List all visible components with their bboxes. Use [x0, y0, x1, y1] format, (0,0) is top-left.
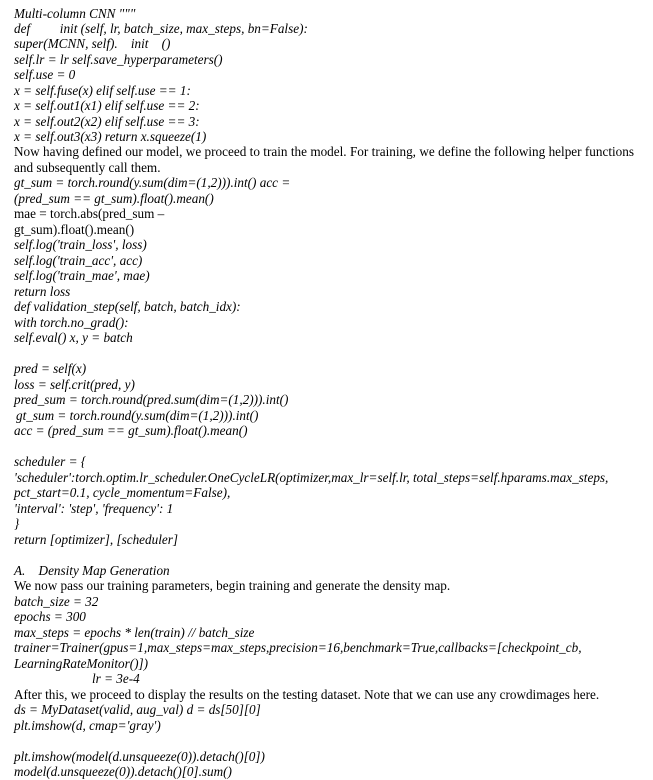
text-line: plt.imshow(d, cmap='gray')	[14, 718, 161, 733]
text-line: }	[14, 516, 20, 531]
text-line: def init (self, lr, batch_size, max_steps, bn=False):	[14, 21, 308, 36]
text-line: self.lr = lr self.save_hyperparameters()	[14, 52, 223, 67]
text-line: pct_start=0.1, cycle_momentum=False),	[14, 485, 231, 500]
text-line: gt_sum = torch.round(y.sum(dim=(1,2))).int()	[16, 408, 259, 423]
text-line: model(d.unsqueeze(0)).detach()[0].sum()	[14, 764, 232, 779]
text-line: plt.imshow(model(d.unsqueeze(0)).detach()[0])	[14, 749, 265, 764]
text-line: 'interval': 'step', 'frequency': 1	[14, 501, 174, 516]
text-line: After this, we proceed to display the results on the testing dataset. Note that we can use any crowdimages here.	[14, 687, 600, 702]
text-line: gt_sum = torch.round(y.sum(dim=(1,2))).int() acc =	[14, 175, 291, 190]
text-line: def validation_step(self, batch, batch_idx):	[14, 299, 241, 314]
body-paragraph: Now having defined our model, we proceed to train the model. For training, we define the following helper functions and subsequently call them.	[14, 144, 634, 175]
text-line: mae = torch.abs(pred_sum –	[14, 206, 165, 221]
text-line: We now pass our training parameters, begin training and generate the density map.	[14, 578, 451, 593]
text-line: batch_size = 32	[14, 594, 99, 609]
text-line: x = self.out3(x3) return x.squeeze(1)	[14, 129, 207, 144]
text-line: x = self.out2(x2) elif self.use == 3:	[14, 114, 200, 129]
text-line: max_steps = epochs * len(train) // batch_size	[14, 625, 255, 640]
text-line: self.log('train_loss', loss)	[14, 237, 147, 252]
text-line: with torch.no_grad():	[14, 315, 129, 330]
text-line: loss = self.crit(pred, y)	[14, 377, 135, 392]
text-line: self.log('train_mae', mae)	[14, 268, 150, 283]
text-line: x = self.fuse(x) elif self.use == 1:	[14, 83, 191, 98]
text-line: x = self.out1(x1) elif self.use == 2:	[14, 98, 200, 113]
text-line: scheduler = {	[14, 454, 87, 469]
text-line: self.use = 0	[14, 67, 76, 82]
text-line: LearningRateMonitor()])	[14, 656, 149, 671]
text-line: trainer=Trainer(gpus=1,max_steps=max_steps,precision=16,benchmark=True,callbacks=[checkpoint_cb,	[14, 640, 582, 655]
text-line: acc = (pred_sum == gt_sum).float().mean()	[14, 423, 248, 438]
text-line: self.log('train_acc', acc)	[14, 253, 143, 268]
text-line: epochs = 300	[14, 609, 86, 624]
text-line: 'scheduler':torch.optim.lr_scheduler.OneCycleLR(optimizer,max_lr=self.lr, total_steps=self.hparams.max_steps,	[14, 470, 609, 485]
text-line: pred = self(x)	[14, 361, 87, 376]
text-line: gt_sum).float().mean()	[14, 222, 135, 237]
text-line: (pred_sum == gt_sum).float().mean()	[14, 191, 214, 206]
text-line: pred_sum = torch.round(pred.sum(dim=(1,2))).int()	[14, 392, 289, 407]
text-line: super(MCNN, self). init ()	[14, 36, 171, 51]
text-line: Multi-column CNN """	[14, 6, 136, 21]
text-line: lr = 3e-4	[92, 671, 140, 686]
text-line: self.eval() x, y = batch	[14, 330, 133, 345]
text-line: ds = MyDataset(valid, aug_val) d = ds[50][0]	[14, 702, 261, 717]
text-line: return [optimizer], [scheduler]	[14, 532, 178, 547]
text-line: return loss	[14, 284, 71, 299]
text-line: A. Density Map Generation	[14, 563, 170, 578]
